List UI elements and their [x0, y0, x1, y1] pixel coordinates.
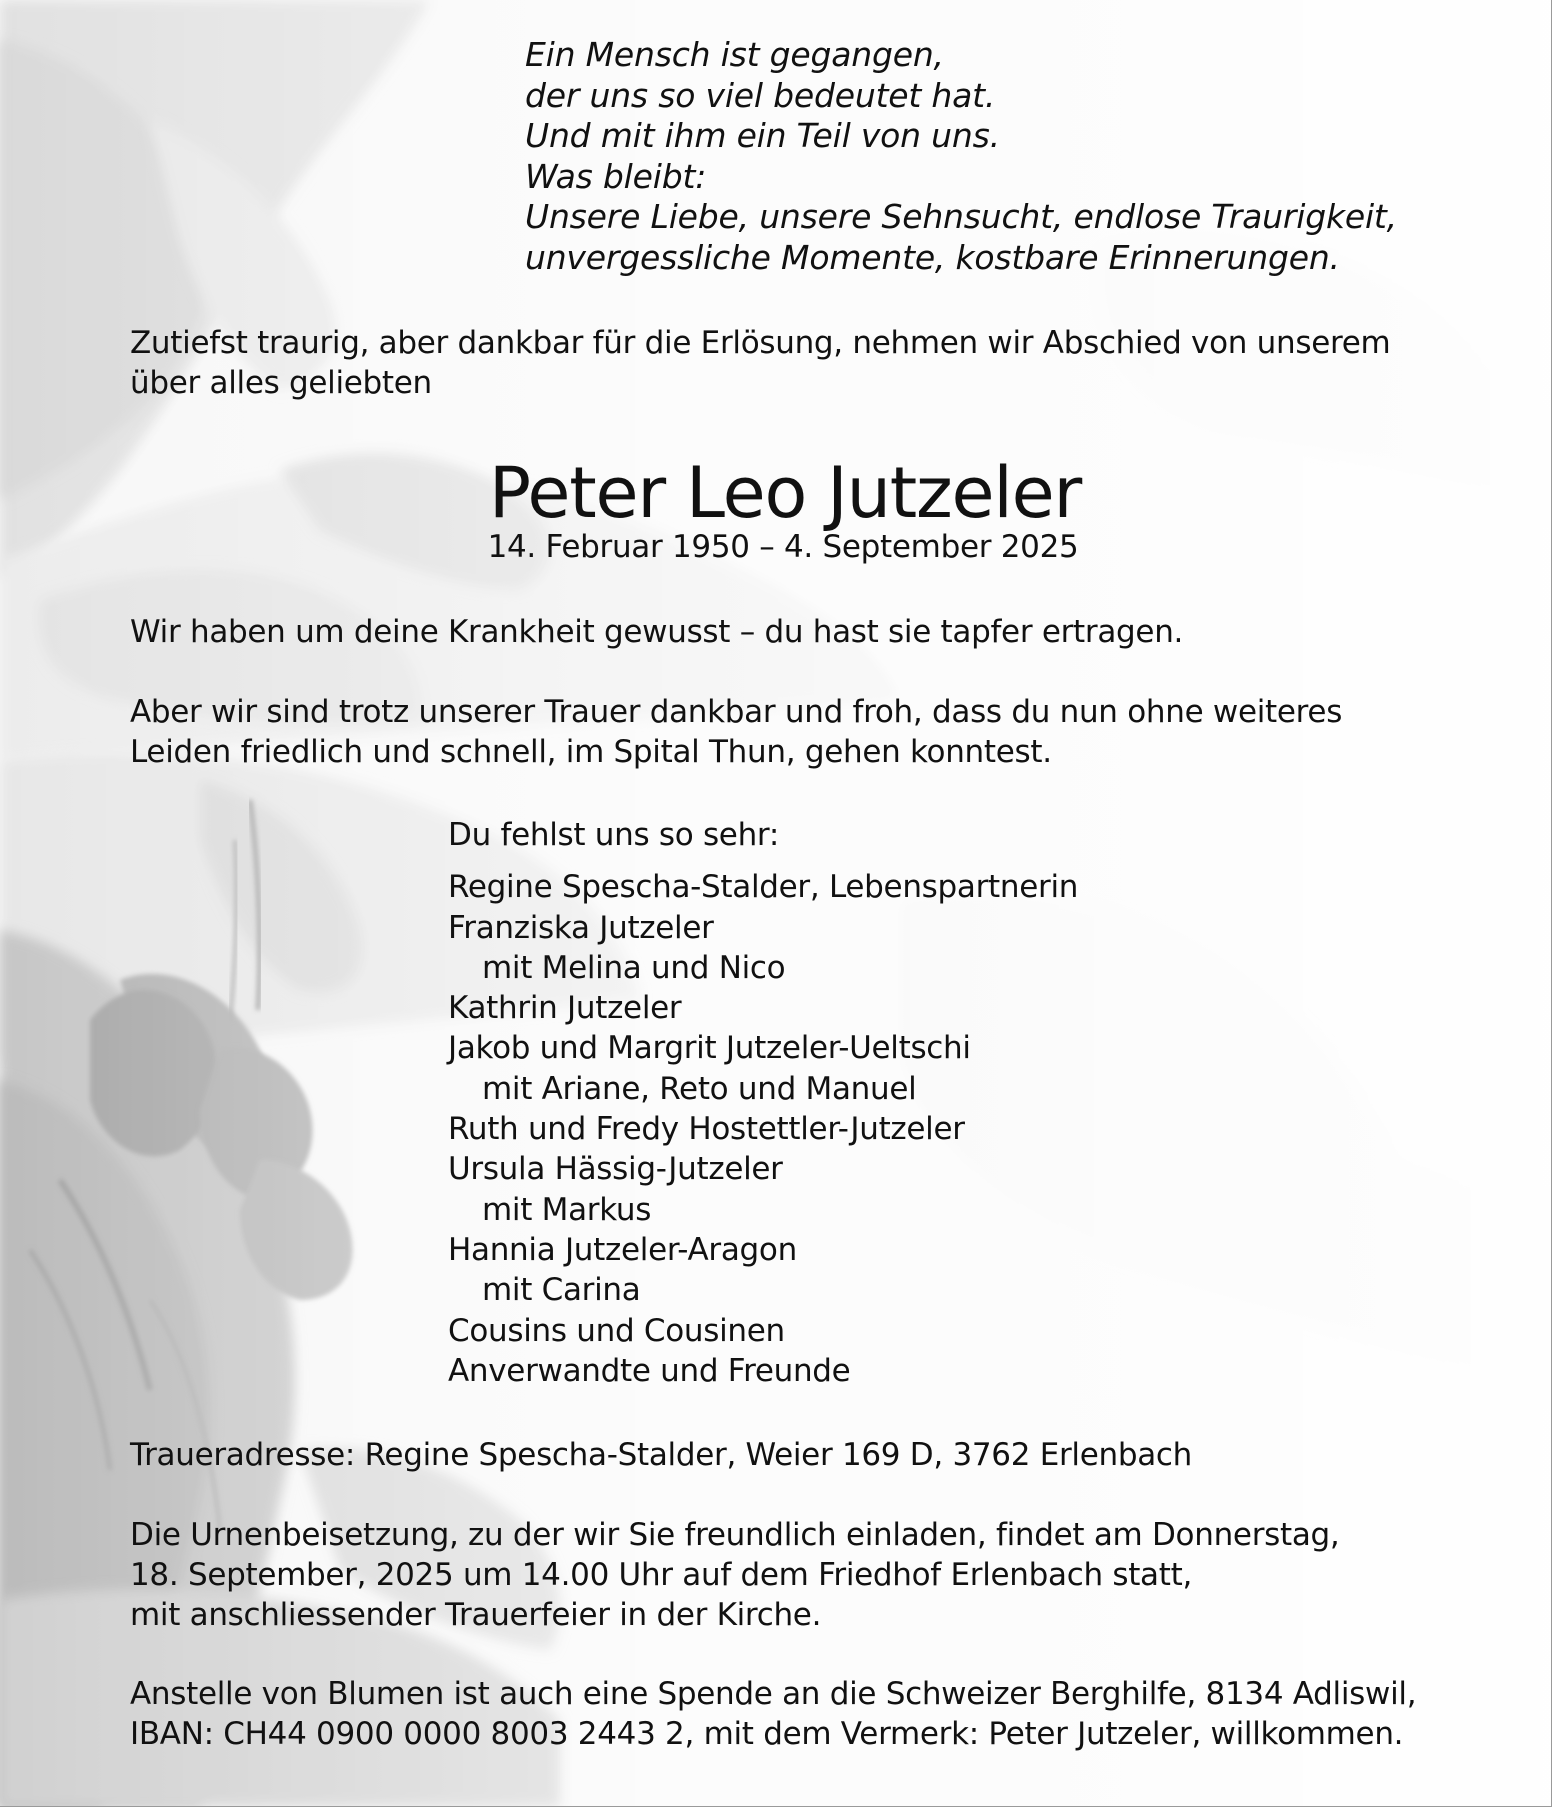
poem-line: Ein Mensch ist gegangen, [525, 35, 944, 74]
mourner-entry: Anverwandte und Freunde [448, 1352, 851, 1389]
mourner-entry: Regine Spescha-Stalder, Lebenspartnerin [448, 869, 1079, 906]
funeral-line: 18. September, 2025 um 14.00 Uhr auf dem Friedhof Erlenbach statt, [130, 1557, 1193, 1593]
paragraph-krankheit [130, 612, 1480, 652]
poem-line: Und mit ihm ein Teil von uns. [525, 116, 1000, 155]
paragraph-line: Wir haben um deine Krankheit gewusst – du hast sie tapfer ertragen. [130, 614, 1184, 650]
poem [525, 35, 1425, 278]
poem-line: unvergessliche Momente, kostbare Erinnerungen. [525, 237, 1340, 277]
funeral-line: mit anschliessender Trauerfeier in der Kirche. [130, 1597, 822, 1633]
mourner-entry: Jakob und Margrit Jutzeler-Ueltschi [448, 1030, 971, 1067]
mourner-sub-entry: mit Carina [482, 1272, 641, 1309]
paragraph-line: Leiden friedlich und schnell, im Spital Thun, gehen konntest. [130, 734, 1052, 770]
donation-note [130, 1674, 1480, 1754]
mourners-list [448, 815, 1448, 1391]
donation-line: IBAN: CH44 0900 0000 8003 2443 2, mit dem Vermerk: Peter Jutzeler, willkommen. [130, 1716, 1404, 1752]
mourner-sub-entry: mit Markus [482, 1191, 652, 1228]
paragraph-dankbar [130, 692, 1480, 772]
mourner-entry: Franziska Jutzeler [448, 909, 714, 946]
mourner-entry: Cousins und Cousinen [448, 1312, 785, 1349]
mourner-items [448, 867, 1448, 1391]
mourner-entry: Kathrin Jutzeler [448, 990, 682, 1027]
deceased-name: Peter Leo Jutzeler [488, 452, 1082, 534]
poem-line: Unsere Liebe, unsere Sehnsucht, endlose Traurigkeit, [525, 197, 1397, 236]
donation-line: Anstelle von Blumen ist auch eine Spende an die Schweizer Berghilfe, 8134 Adliswil, [130, 1676, 1417, 1712]
intro-line: über alles geliebten [130, 365, 432, 401]
life-dates: 14. Februar 1950 – 4. September 2025 [487, 529, 1079, 565]
mourner-entry: Hannia Jutzeler-Aragon [448, 1231, 797, 1268]
mourner-entry: Ursula Hässig-Jutzeler [448, 1151, 783, 1188]
funeral-line: Die Urnenbeisetzung, zu der wir Sie freundlich einladen, findet am Donnerstag, [130, 1517, 1340, 1553]
address-line: Traueradresse: Regine Spescha-Stalder, Weier 169 D, 3762 Erlenbach [130, 1437, 1193, 1473]
mourner-sub-entry: mit Ariane, Reto und Manuel [482, 1070, 917, 1107]
mourner-entry: Ruth und Fredy Hostettler-Jutzeler [448, 1111, 965, 1148]
mourners-heading: Du fehlst uns so sehr: [448, 817, 779, 853]
funeral-announcement [130, 1515, 1480, 1635]
intro-line: Zutiefst traurig, aber dankbar für die Erlösung, nehmen wir Abschied von unserem [130, 325, 1391, 361]
poem-line: der uns so viel bedeutet hat. [525, 75, 996, 115]
poem-line: Was bleibt: [525, 156, 707, 196]
mourner-sub-entry: mit Melina und Nico [482, 949, 786, 986]
mourning-address [130, 1435, 1480, 1475]
intro-paragraph [130, 323, 1430, 403]
paragraph-line: Aber wir sind trotz unserer Trauer dankbar und froh, dass du nun ohne weiteres [130, 694, 1343, 730]
